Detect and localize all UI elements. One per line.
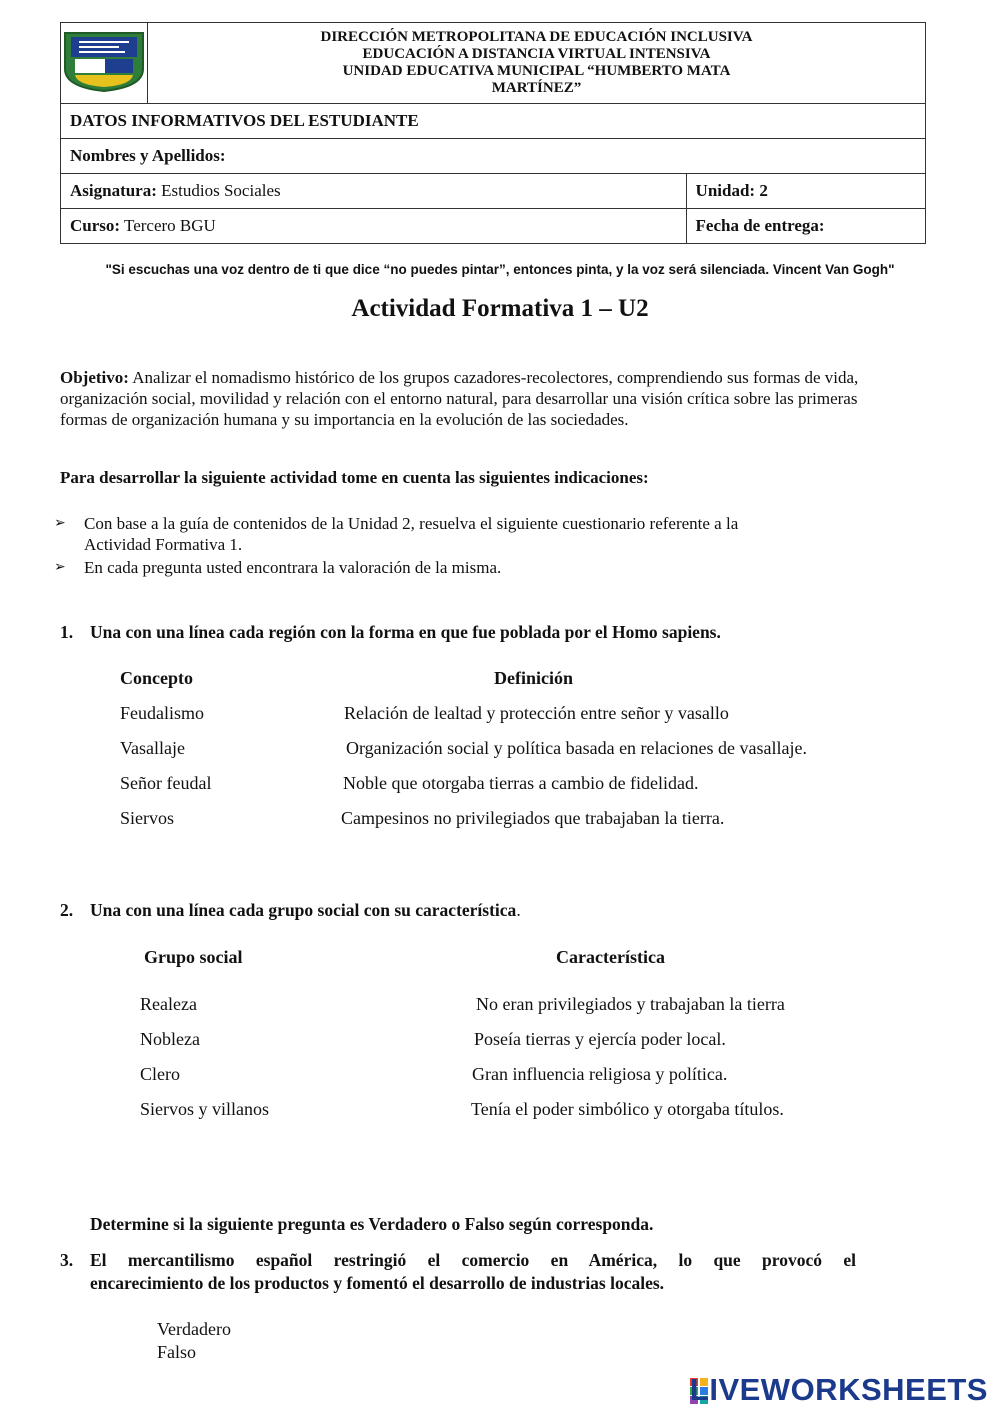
subject-field (61, 174, 687, 209)
q1-right-item[interactable]: Noble que otorgaba tierras a cambio de fidelidad. (343, 773, 699, 793)
tf-instruction: Determine si la siguiente pregunta es Verdadero o Falso según corresponda. (90, 1214, 654, 1234)
tf-option-true[interactable]: Verdadero (157, 1319, 231, 1339)
institution-line-3: UNIDAD EDUCATIVA MUNICIPAL “HUMBERTO MATA (342, 63, 731, 79)
q2-left-item[interactable]: Clero (140, 1064, 180, 1084)
logo-cell (61, 23, 148, 104)
due-date-field[interactable]: Fecha de entrega: (686, 209, 925, 244)
footer-brand[interactable]: LIVEWORKSHEETS (689, 1372, 988, 1407)
q1-left-item[interactable]: Vasallaje (120, 738, 185, 758)
course-label: Curso: (70, 216, 121, 235)
instruction-bullet-1: ➢ Con base a la guía de contenidos de la Unidad 2, resuelva el siguiente cuestionario referente a la Actividad Formativa 1. (54, 514, 739, 554)
institution-line-4: MARTÍNEZ” (491, 80, 582, 96)
unit-field: Unidad: 2 (686, 174, 925, 209)
q2-number: 2. (60, 900, 74, 920)
q2-right-item[interactable]: No eran privilegiados y trabajaban la tierra (476, 994, 785, 1014)
names-label: Nombres y Apellidos: (70, 146, 226, 165)
institution-line-2: EDUCACIÓN A DISTANCIA VIRTUAL INTENSIVA (362, 46, 711, 62)
q2-left-item[interactable]: Realeza (140, 994, 197, 1014)
q2-text: Una con una línea cada grupo social con su característica (90, 900, 517, 920)
names-field[interactable] (61, 139, 926, 174)
q1-left-item[interactable]: Señor feudal (120, 773, 212, 793)
q2-left-item[interactable]: Siervos y villanos (140, 1099, 269, 1119)
page-title: Actividad Formativa 1 – U2 (351, 295, 649, 322)
objective-line-2: organización social, movilidad y relación con el entorno natural, para desarrollar una visión crítica sobre las primeras (60, 389, 858, 408)
q3-line-2: encarecimiento de los productos y fomentó el desarrollo de industrias locales. (90, 1273, 665, 1293)
q2-col-left-header: Grupo social (144, 947, 243, 967)
course-field (61, 209, 687, 244)
tf-option-false[interactable]: Falso (157, 1342, 197, 1362)
objective-line-1: Objetivo: Analizar el nomadismo histórico de los grupos cazadores-recolectores, comprendiendo sus formas de vida, (60, 368, 859, 387)
q1-left-item[interactable]: Siervos (120, 808, 174, 828)
arrow-bullet-icon: ➢ (54, 515, 66, 531)
course-value: Tercero BGU (124, 216, 216, 235)
q2-col-right-header: Característica (556, 947, 665, 967)
subject-value: Estudios Sociales (161, 181, 281, 200)
q2-right-item[interactable]: Poseía tierras y ejercía poder local. (474, 1029, 726, 1049)
q1-col-right-header: Definición (494, 668, 573, 688)
q1-left-item[interactable]: Feudalismo (120, 703, 204, 723)
institution-line-1: DIRECCIÓN METROPOLITANA DE EDUCACIÓN INCLUSIVA (320, 29, 753, 45)
q1-text: Una con una línea cada región con la forma en que fue poblada por el Homo sapiens. (90, 622, 721, 642)
quote: "Si escuchas una voz dentro de ti que dice “no puedes pintar”, entonces pinta, y la voz será silenciada. Vincent Van Gogh" (105, 262, 895, 277)
q1-right-item[interactable]: Campesinos no privilegiados que trabajaban la tierra. (341, 808, 725, 828)
q1-right-item[interactable]: Organización social y política basada en relaciones de vasallaje. (346, 738, 807, 758)
q1-number: 1. (60, 622, 74, 642)
instructions-heading: Para desarrollar la siguiente actividad tome en cuenta las siguientes indicaciones: (60, 468, 649, 487)
instruction-bullet-2: ➢ En cada pregunta usted encontrara la valoración de la misma. (54, 558, 502, 577)
subject-label: Asignatura: (70, 181, 157, 200)
objective-line-3: formas de organización humana y su importancia en la evolución de las sociedades. (60, 410, 629, 429)
q1-right-item[interactable]: Relación de lealtad y protección entre señor y vasallo (344, 703, 729, 723)
objective-label: Objetivo: (60, 368, 129, 387)
student-data-title: DATOS INFORMATIVOS DEL ESTUDIANTE (61, 104, 926, 139)
institution-header (148, 23, 926, 104)
header-table (60, 22, 926, 244)
q1-col-left-header: Concepto (120, 668, 193, 688)
q2-text-wrap: Una con una línea cada grupo social con su característica. (90, 900, 521, 920)
q2-right-item[interactable]: Gran influencia religiosa y política. (472, 1064, 728, 1084)
q3-line-1: El mercantilismo español restringió el comercio en América, lo que provocó el (90, 1250, 856, 1270)
q2-right-item[interactable]: Tenía el poder simbólico y otorgaba títulos. (471, 1099, 784, 1119)
school-logo-icon (61, 29, 147, 93)
q2-left-item[interactable]: Nobleza (140, 1029, 200, 1049)
q3-number: 3. (60, 1250, 74, 1270)
arrow-bullet-icon: ➢ (54, 559, 66, 575)
